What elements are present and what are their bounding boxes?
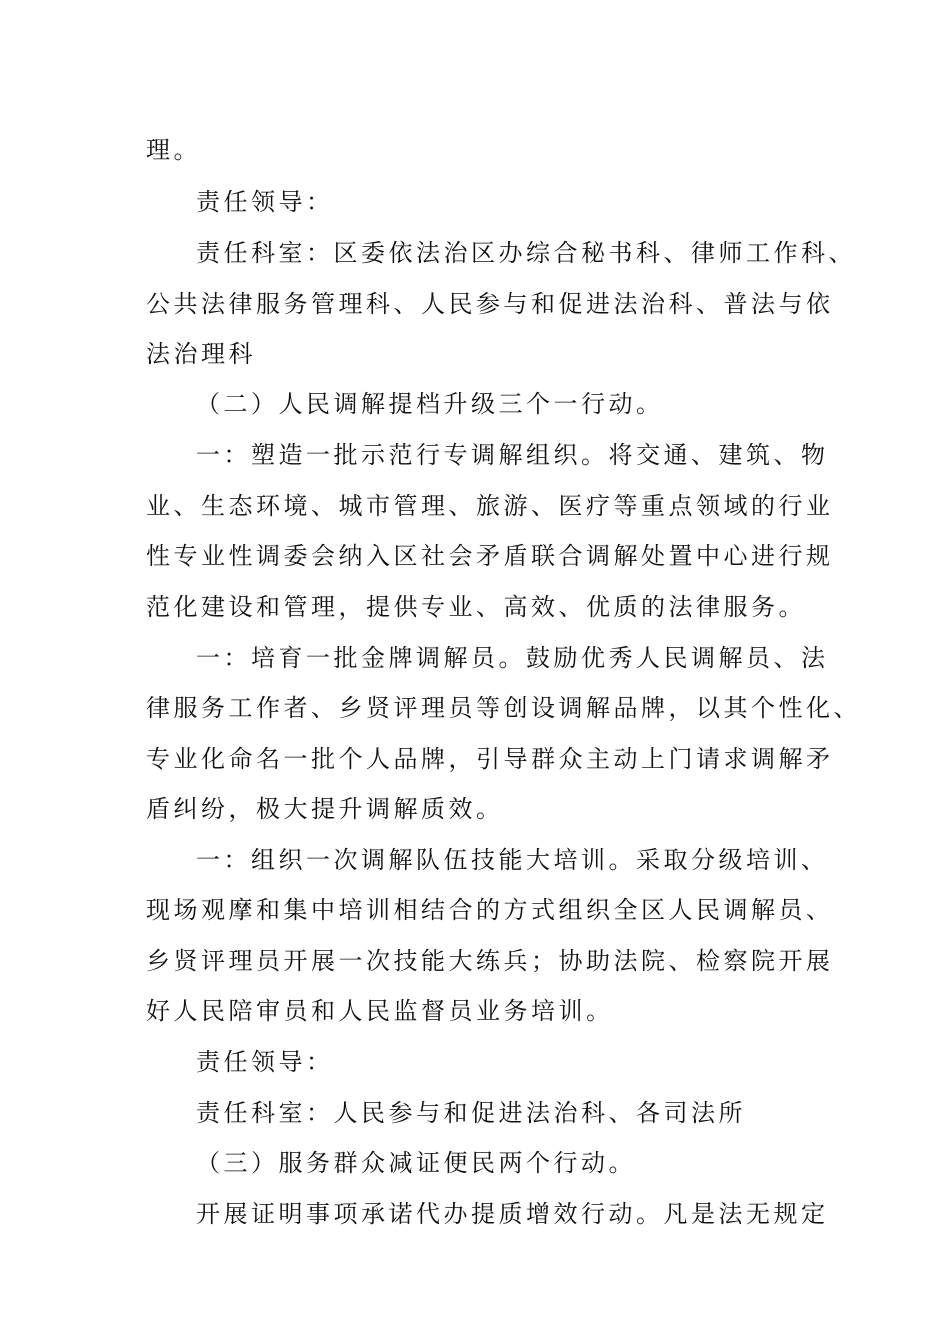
paragraph-line: 责任领导： <box>196 188 334 216</box>
paragraph-line: 范化建设和管理，提供专业、高效、优质的法律服务。 <box>146 593 806 621</box>
paragraph-line: 盾纠纷，极大提升调解质效。 <box>146 795 504 823</box>
paragraph-line: 责任科室：人民参与和促进法治科、各司法所 <box>196 1099 746 1127</box>
paragraph-line: 法治理科 <box>146 340 256 368</box>
paragraph-line: 一：组织一次调解队伍技能大培训。采取分级培训、 <box>196 846 829 874</box>
paragraph-line: 性专业性调委会纳入区社会矛盾联合调解处置中心进行规 <box>146 542 834 570</box>
paragraph-line: 好人民陪审员和人民监督员业务培训。 <box>146 997 614 1025</box>
paragraph-line: 一：塑造一批示范行专调解组织。将交通、建筑、物 <box>196 441 829 469</box>
section-heading: （二）人民调解提档升级三个一行动。 <box>196 390 664 418</box>
paragraph-line: 责任科室：区委依法治区办综合秘书科、律师工作科、 <box>196 239 856 267</box>
paragraph-line: 乡贤评理员开展一次技能大练兵；协助法院、检察院开展 <box>146 947 834 975</box>
paragraph-line: 责任领导： <box>196 1048 334 1076</box>
paragraph-line: 业、生态环境、城市管理、旅游、医疗等重点领域的行业 <box>146 492 834 520</box>
paragraph-line: 公共法律服务管理科、人民参与和促进法治科、普法与依 <box>146 290 834 318</box>
section-heading: （三）服务群众减证便民两个行动。 <box>196 1149 636 1177</box>
paragraph-line: 现场观摩和集中培训相结合的方式组织全区人民调解员、 <box>146 896 834 924</box>
paragraph-line: 一：培育一批金牌调解员。鼓励优秀人民调解员、法 <box>196 644 829 672</box>
paragraph-line: 理。 <box>146 136 201 164</box>
paragraph-line: 开展证明事项承诺代办提质增效行动。凡是法无规定 <box>196 1200 829 1228</box>
paragraph-line: 专业化命名一批个人品牌，引导群众主动上门请求调解矛 <box>146 745 834 773</box>
paragraph-line: 律服务工作者、乡贤评理员等创设调解品牌，以其个性化、 <box>146 694 861 722</box>
